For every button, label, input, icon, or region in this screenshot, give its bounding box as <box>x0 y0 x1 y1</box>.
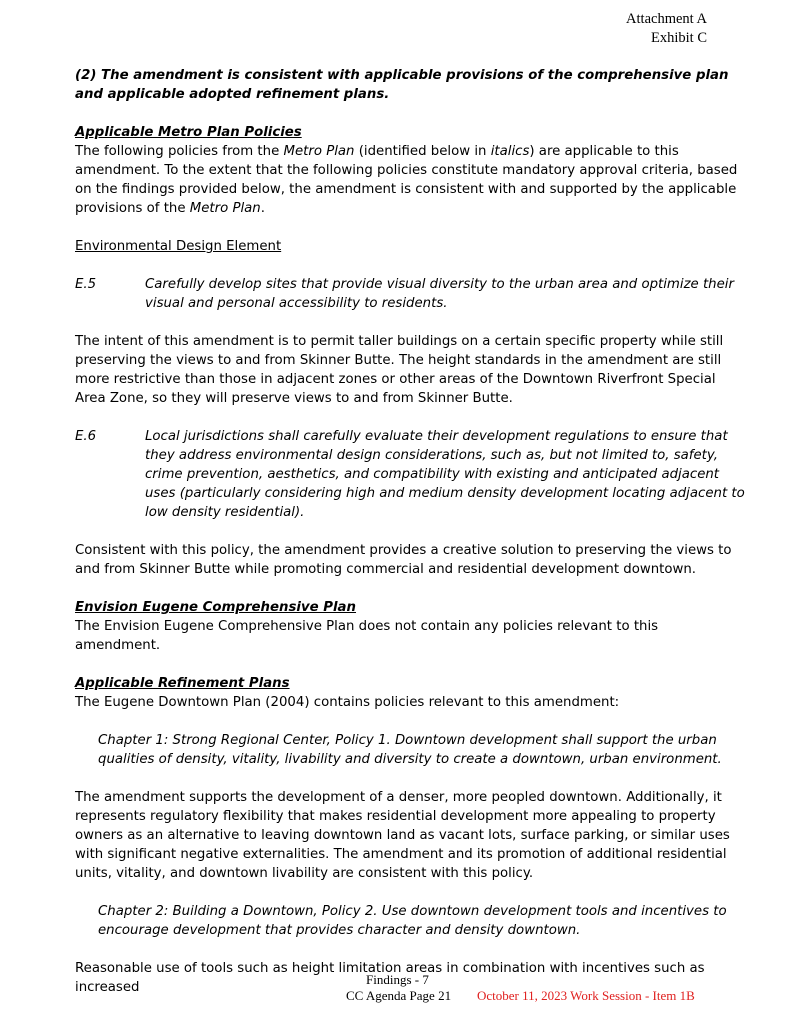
metro-plan-intro: The following policies from the Metro Plan (identified below in italics) are applicable to this amendment. To the extent that the following policies constitute mandatory approval criteria, based on the findings provided below, the amendment is consistent with and supported by the applicable provisions of the Metro Plan. <box>75 144 738 216</box>
policy-number: E.6 <box>75 429 97 444</box>
attachment-label-block <box>626 10 707 48</box>
downtown-policy-2-finding: Reasonable use of tools such as height limitation areas in combination with incentives such as increased <box>75 961 705 995</box>
policy-number: E.5 <box>75 277 97 292</box>
envision-heading: Envision Eugene Comprehensive Plan <box>75 600 357 615</box>
policy-e5-finding: The intent of this amendment is to permit taller buildings on a certain specific property while still preserving the views to and from Skinner Butte. The height standards in the amendment are still more restrictive than those in adjacent zones or other areas of the Downtown Riverfront Special Area Zone, so they will preserve views to and from Skinner Butte. <box>75 334 724 406</box>
exhibit-label: Exhibit C <box>651 30 707 46</box>
downtown-policy-2: Chapter 2: Building a Downtown, Policy 2. Use downtown development tools and incentives to encourage development that provides character and density downtown. <box>98 904 727 938</box>
downtown-policy-1: Chapter 1: Strong Regional Center, Policy 1. Downtown development shall support the urban qualities of density, vitality, livability and diversity to create a downtown, urban environment. <box>98 733 722 767</box>
agenda-page-number: CC Agenda Page 21 <box>346 988 452 1003</box>
criterion-heading: (2) The amendment is consistent with applicable provisions of the comprehensive plan and applicable adopted refinement plans. <box>75 68 729 102</box>
refinement-heading: Applicable Refinement Plans <box>75 676 290 691</box>
envision-text: The Envision Eugene Comprehensive Plan does not contain any policies relevant to this amendment. <box>75 619 659 653</box>
metro-plan-heading: Applicable Metro Plan Policies <box>75 125 302 140</box>
findings-page-number: Findings - 7 <box>366 972 429 987</box>
work-session-label: October 11, 2023 Work Session - Item 1B <box>477 988 695 1003</box>
refinement-intro: The Eugene Downtown Plan (2004) contains policies relevant to this amendment: <box>75 695 620 710</box>
document-body <box>75 66 745 997</box>
downtown-policy-1-finding: The amendment supports the development of a denser, more peopled downtown. Additionally, it represents regulatory flexibility that makes residential development more appealing to property owners as an alternative to leaving downtown land as vacant lots, surface parking, or similar uses with significant negative externalities. The amendment and its promotion of additional residential units, vitality, and downtown livability are consistent with this policy. <box>75 790 730 881</box>
policy-text: Local jurisdictions shall carefully evaluate their development regulations to ensure that they address environmental design considerations, such as, but not limited to, safety, crime prevention, aesthetics, and compatibility with existing and anticipated adjacent uses (particularly considering high and medium density development locating adjacent to low density residential). <box>145 429 745 520</box>
attachment-label: Attachment A <box>626 11 707 27</box>
policy-text: Carefully develop sites that provide visual diversity to the urban area and optimize their visual and personal accessibility to residents. <box>145 277 734 311</box>
policy-e5 <box>75 275 745 313</box>
policy-e6-finding: Consistent with this policy, the amendment provides a creative solution to preserving the views to and from Skinner Butte while promoting commercial and residential development downtown. <box>75 543 732 577</box>
element-heading: Environmental Design Element <box>75 239 282 254</box>
policy-e6 <box>75 427 745 522</box>
